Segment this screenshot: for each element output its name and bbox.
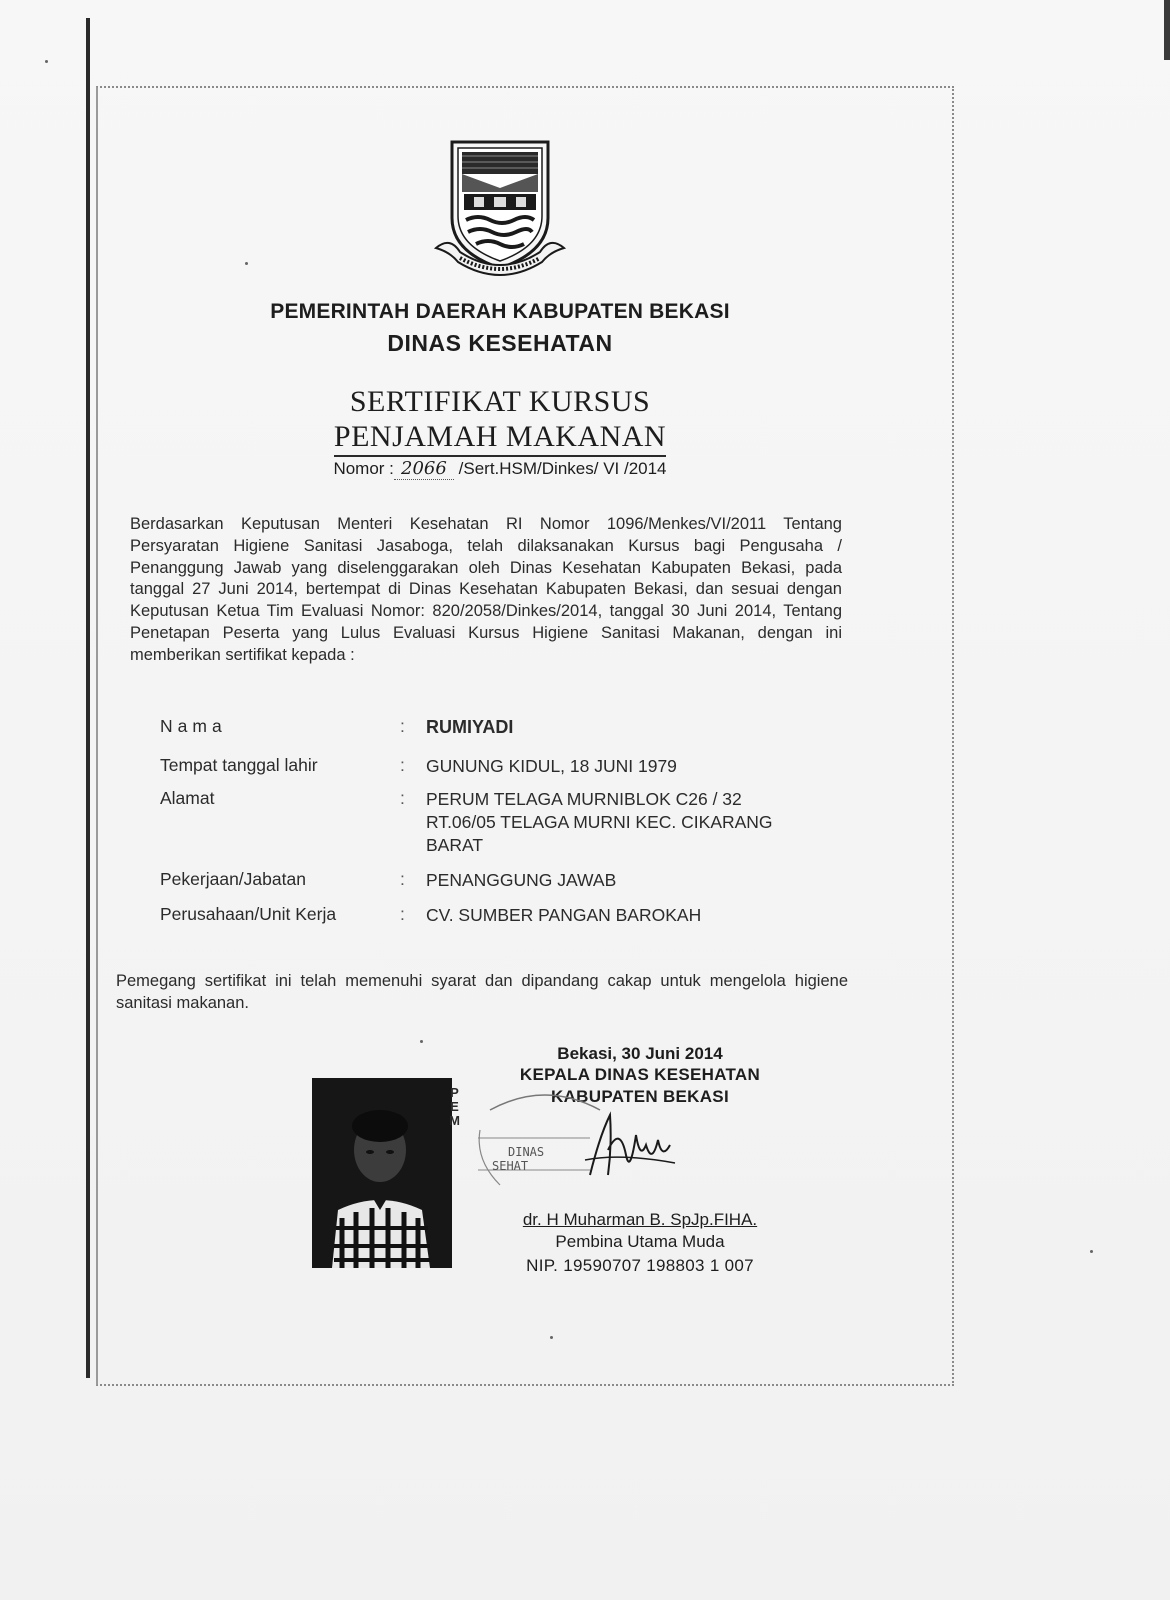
- field-row-ttl: [160, 755, 860, 778]
- alamat-line: BARAT: [426, 835, 484, 855]
- photo-stamp-text: PEM: [447, 1085, 462, 1127]
- person-photo-icon: [312, 1078, 452, 1268]
- signature-place-date: Bekasi, 30 Juni 2014: [557, 1044, 723, 1063]
- signatory-name: dr. H Muharman B. SpJp.FIHA.: [522, 1210, 758, 1229]
- scan-edge: [1164, 0, 1170, 60]
- field-value-nama: RUMIYADI: [426, 717, 514, 737]
- scan-speck: [245, 262, 248, 265]
- scan-speck: [1090, 1250, 1093, 1253]
- department-header: DINAS KESEHATAN: [387, 330, 613, 356]
- field-value-alamat: [426, 788, 860, 857]
- field-row-nama: [160, 716, 860, 739]
- recipient-photo: [312, 1078, 452, 1268]
- bekasi-regency-emblem-icon: [430, 140, 570, 290]
- field-value-pekerjaan: PENANGGUNG JAWAB: [426, 870, 617, 890]
- certificate-body-text: Berdasarkan Keputusan Menteri Kesehatan RI Nomor 1096/Menkes/VI/2011 Tentang Persyaratan Higiene Sanitasi Jasaboga, telah dilaksanakan Kursus bagi Pengusaha / Penanggung Jawab yang diselenggarakan oleh Dinas Kesehatan Kabupaten Bekasi, pada tanggal 27 Juni 2014, bertempat di Dinas Kesehatan Kabupaten Bekasi, dan sesuai dengan Keputusan Ketua Tim Evaluasi Nomor: 820/2058/Dinkes/2014, tanggal 30 Juni 2014, Tentang Penetapan Peserta yang Lulus Evaluasi Kursus Higiene Sanitasi Makanan, dengan ini memberikan sertifikat kepada :: [130, 515, 842, 664]
- certificate-subtitle-text: PENJAMAH MAKANAN: [334, 420, 666, 457]
- government-header: PEMERINTAH DAERAH KABUPATEN BEKASI: [270, 300, 730, 323]
- field-value-ttl: GUNUNG KIDUL, 18 JUNI 1979: [426, 756, 677, 776]
- number-handwritten: 2066: [394, 458, 454, 480]
- scan-speck: [45, 60, 48, 63]
- signature-title: KABUPATEN BEKASI: [551, 1087, 729, 1106]
- signatory-rank: Pembina Utama Muda: [555, 1232, 725, 1251]
- field-colon: :: [400, 869, 405, 889]
- number-suffix: /Sert.HSM/Dinkes/ VI /2014: [458, 459, 667, 478]
- scan-edge: [86, 18, 90, 1378]
- signatory-nip: NIP. 19590707 198803 1 007: [526, 1256, 754, 1275]
- certificate-closing-text: Pemegang sertifikat ini telah memenuhi syarat dan dipandang cakap untuk mengelola higiene sanitasi makanan.: [116, 972, 848, 1012]
- certificate-number: [190, 458, 810, 480]
- stamp-line: SEHAT: [492, 1159, 529, 1173]
- signature-title: KEPALA DINAS KESEHATAN: [519, 1065, 761, 1084]
- field-row-perusahaan: [160, 904, 860, 927]
- field-colon: :: [400, 788, 405, 808]
- field-label: Pekerjaan/Jabatan: [160, 869, 306, 889]
- field-colon: :: [400, 755, 405, 775]
- field-colon: :: [400, 716, 405, 736]
- certificate-title: SERTIFIKAT KURSUS: [349, 385, 651, 418]
- field-value-perusahaan: CV. SUMBER PANGAN BAROKAH: [426, 905, 702, 925]
- scan-speck: [420, 1040, 423, 1043]
- field-label: Tempat tanggal lahir: [160, 755, 318, 775]
- field-label: Alamat: [160, 788, 215, 808]
- stamp-line: DINAS: [508, 1145, 545, 1159]
- field-label: Nama: [160, 716, 227, 736]
- field-label: Perusahaan/Unit Kerja: [160, 904, 337, 924]
- field-row-pekerjaan: [160, 869, 860, 892]
- scan-speck: [550, 1336, 553, 1339]
- recipient-details: [160, 716, 860, 927]
- certificate-subtitle: [190, 420, 810, 454]
- field-colon: :: [400, 904, 405, 924]
- number-prefix: Nomor :: [333, 459, 394, 478]
- handwritten-signature-icon: [580, 1105, 680, 1185]
- field-row-alamat: [160, 788, 860, 857]
- alamat-line: RT.06/05 TELAGA MURNI KEC. CIKARANG: [426, 812, 773, 832]
- alamat-line: PERUM TELAGA MURNIBLOK C26 / 32: [426, 789, 742, 809]
